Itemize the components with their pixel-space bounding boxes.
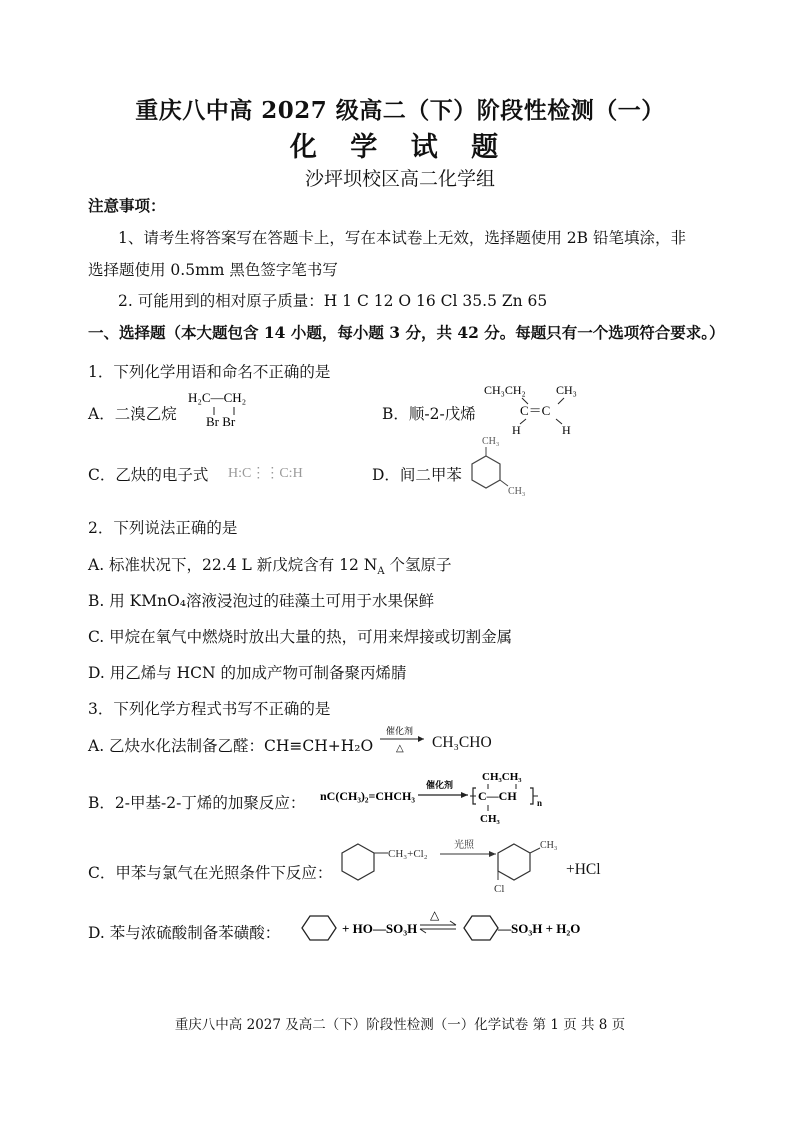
q2-option-d: D. 用乙烯与 HCN 的加成产物可制备聚丙烯腈	[88, 664, 407, 682]
q3-c-equation	[334, 832, 574, 896]
q1-option-c: C．乙炔的电子式	[88, 466, 209, 484]
q3-c-product-cl: Cl	[494, 883, 505, 895]
q3-option-a: A. 乙炔水化法制备乙醛：CH≡CH+H₂O	[88, 737, 374, 755]
q1-a-struct-top: H₂C—CH₂	[188, 390, 247, 405]
q3-a-product: CH₃CHO	[432, 734, 492, 751]
q3-a-arrow	[378, 724, 430, 754]
q3-b-equation	[316, 764, 546, 830]
q1-option-d: D．间二甲苯	[372, 466, 462, 484]
q3-c-product-methyl: CH₃	[540, 840, 558, 851]
q3-b-cond: 催化剂	[426, 780, 454, 790]
q2-option-c: C. 甲烷在氧气中燃烧时放出大量的热，可用来焊接或切割金属	[88, 628, 513, 646]
q3-c-reactant: CH₃+Cl₂	[388, 848, 428, 860]
note-item-2: 2. 可能用到的相对原子质量：H 1 C 12 O 16 Cl 35.5 Zn 65	[118, 292, 548, 310]
q3-option-d: D. 苯与浓硫酸制备苯磺酸：	[88, 924, 281, 942]
q3-d-product: —SO₃H + H₂O	[498, 921, 581, 936]
q3-b-reactant: nC(CH₃)₂=CHCH₃	[320, 789, 415, 803]
q1-option-b: B．顺-2-戊烯	[382, 405, 476, 423]
q3-b-product-bottom: CH₃	[480, 813, 500, 825]
page-footer: 重庆八中高 2027 及高二（下）阶段性检测（一）化学试卷 第 1 页 共 8 页	[174, 1017, 626, 1033]
exam-title: 重庆八中高 2027 级高二（下）阶段性检测（一）	[135, 97, 665, 124]
q1-b-right-top: CH₃	[556, 383, 577, 397]
q3-a-cond-top: 催化剂	[386, 726, 414, 736]
q3-stem: 3．下列化学方程式书写不正确的是	[88, 700, 331, 718]
q1-option-a: A．二溴乙烷	[88, 405, 177, 423]
q2-a-text: A. 标准状况下，22.4 L 新戊烷含有 12 N	[88, 556, 378, 574]
q1-a-structure	[184, 388, 264, 432]
q1-b-left-top: CH₃CH₂	[484, 383, 526, 397]
q3-b-n: n	[537, 798, 543, 808]
q1-d-bottom-methyl: CH₃	[508, 486, 526, 497]
q3-b-product-top: CH₃CH₃	[482, 771, 522, 783]
q1-b-right-bottom: H	[562, 423, 571, 436]
q1-d-structure	[470, 428, 540, 504]
q1-stem: 1．下列化学用语和命名不正确的是	[88, 363, 331, 381]
exam-group: 沙坪坝校区高二化学组	[304, 168, 495, 190]
q2-a-tail: 个氢原子	[389, 556, 452, 574]
note-item-1-line-2: 选择题使用 0.5mm 黑色签字笔书写	[88, 261, 338, 279]
q1-d-top-methyl: CH₃	[482, 436, 500, 447]
q2-option-b: B. 用 KMnO₄溶液浸泡过的硅藻土可用于水果保鲜	[88, 592, 435, 610]
q1-a-struct-bottom: Br Br	[206, 414, 236, 429]
q3-b-product-mid: C—CH	[478, 789, 517, 803]
q1-b-left-bottom: H	[512, 423, 521, 436]
q3-option-c: C．甲苯与氯气在光照条件下反应：	[88, 864, 333, 882]
section-1-heading: 一、选择题（本大题包含 14 小题，每小题 3 分，共 42 分。每题只有一个选项符合要求。）	[88, 323, 725, 342]
q2-stem: 2．下列说法正确的是	[88, 519, 238, 537]
q1-c-electron-formula: H:C⋮⋮C:H	[228, 466, 303, 481]
exam-subject: 化 学 试 题	[289, 132, 511, 163]
q2-option-a	[88, 553, 452, 577]
q3-c-tail: +HCl	[566, 861, 601, 878]
notes-heading: 注意事项：	[88, 196, 166, 215]
q3-d-cond: △	[430, 908, 440, 922]
q3-a-cond-bottom: △	[396, 743, 404, 754]
q3-c-cond: 光照	[454, 840, 474, 851]
q3-option-b: B．2-甲基-2-丁烯的加聚反应：	[88, 794, 306, 812]
q1-b-center: C＝C	[520, 403, 551, 418]
q3-d-reactant: + HO—SO₃H	[342, 921, 418, 936]
q3-d-equation	[290, 908, 600, 948]
note-item-1-line-1: 1、请考生将答案写在答题卡上，写在本试卷上无效，选择题使用 2B 铅笔填涂，非	[118, 229, 686, 247]
q2-a-sub: A	[377, 566, 385, 578]
